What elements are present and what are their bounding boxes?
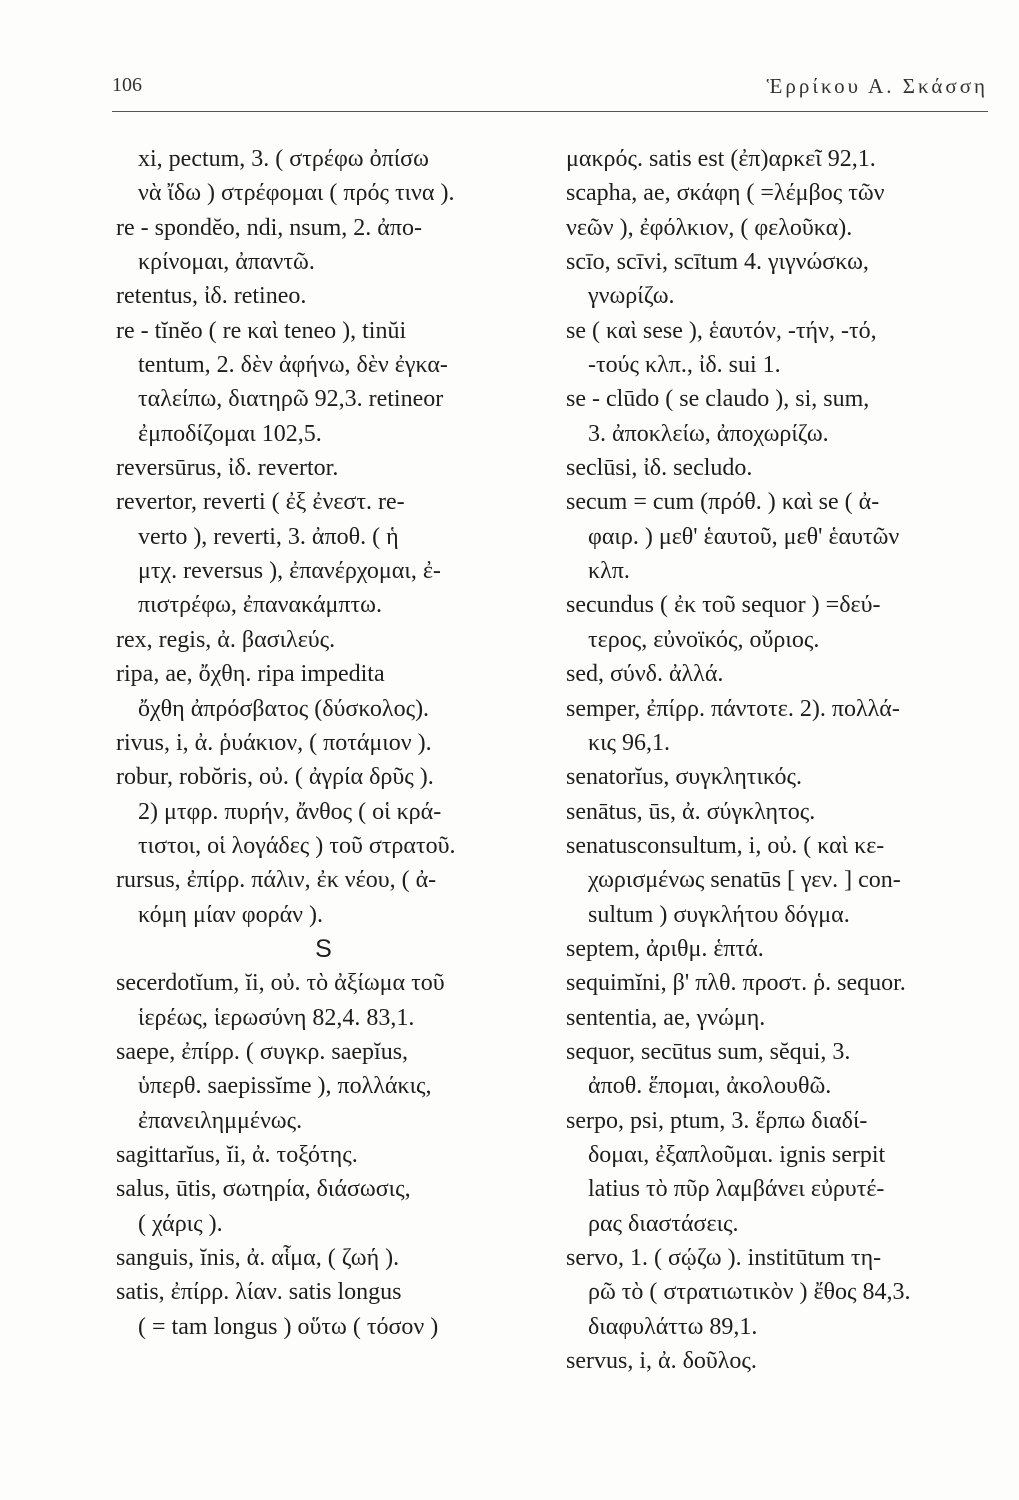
dictionary-line: ( = tam longus ) οὕτω ( τόσον ) <box>138 1313 439 1340</box>
dictionary-line: δομαι, ἐξαπλοῦμαι. ignis serpit <box>588 1141 886 1168</box>
dictionary-line: ταλείπω, διατηρῶ 92,3. retineor <box>138 386 444 413</box>
dictionary-line: rex, regis, ἀ. βασιλεύς. <box>116 626 336 653</box>
section-heading: S <box>315 934 332 963</box>
dictionary-line: retentus, ἰδ. retineo. <box>116 283 307 310</box>
dictionary-line: senātus, ūs, ἀ. σύγκλητος. <box>566 798 816 825</box>
dictionary-line: senatusconsultum, i, οὐ. ( καὶ κε- <box>566 832 885 859</box>
dictionary-line: διαφυλάττω 89,1. <box>588 1313 758 1340</box>
dictionary-line: secerdotĭum, ĭi, οὐ. τὸ ἀξίωμα τοῦ <box>116 970 445 997</box>
dictionary-line: sequor, secūtus sum, sĕqui, 3. <box>566 1038 851 1065</box>
dictionary-line: χωρισμένως senatūs [ γεν. ] con- <box>588 867 901 894</box>
dictionary-line: κις 96,1. <box>588 729 671 756</box>
running-title: Ἑρρίκου Α. Σκάσση <box>766 74 988 98</box>
dictionary-line: γνωρίζω. <box>588 283 675 310</box>
dictionary-line: sanguis, ĭnis, ἀ. αἷμα, ( ζωή ). <box>116 1245 400 1271</box>
dictionary-line: se ( καὶ sese ), ἑαυτόν, -τήν, -τό, <box>566 317 877 344</box>
dictionary-line: rursus, ἐπίρρ. πάλιν, ἐκ νέου, ( ἀ- <box>116 867 437 894</box>
dictionary-line: ὄχθη ἀπρόσβατος (δύσκολος). <box>138 695 430 722</box>
left-column <box>116 142 531 1344</box>
dictionary-line: serpo, psi, ptum, 3. ἕρπω διαδί- <box>566 1107 868 1134</box>
dictionary-line: verto ), reverti, 3. ἀποθ. ( ἡ <box>138 523 399 550</box>
dictionary-line: senatorĭus, συγκλητικός. <box>566 764 802 791</box>
page-number: 106 <box>112 74 142 96</box>
dictionary-line: sed, σύνδ. ἀλλά. <box>566 661 724 688</box>
page-header <box>112 74 988 104</box>
dictionary-line: re - spondĕo, ndi, nsum, 2. ἀπο- <box>116 214 422 241</box>
dictionary-line: ρας διαστάσεις. <box>588 1210 739 1237</box>
dictionary-line: ρῶ τὸ ( στρατιωτικὸν ) ἔθος 84,3. <box>588 1279 911 1306</box>
dictionary-line: νεῶν ), ἐφόλκιον, ( φελοῦκα). <box>566 214 853 241</box>
dictionary-line: ἱερέως, ἱερωσύνη 82,4. 83,1. <box>138 1004 415 1031</box>
dictionary-line: septem, ἀριθμ. ἑπτά. <box>566 935 764 962</box>
dictionary-line: ἐμποδίζομαι 102,5. <box>138 420 322 447</box>
dictionary-line: reversūrus, ἰδ. revertor. <box>116 455 339 482</box>
dictionary-line: ἀποθ. ἕπομαι, ἀκολουθῶ. <box>588 1073 832 1100</box>
dictionary-line: sultum ) συγκλήτου δόγμα. <box>588 901 850 928</box>
dictionary-line: μτχ. reversus ), ἐπανέρχομαι, ἐ- <box>138 558 441 585</box>
dictionary-line: secum = cum (πρόθ. ) καὶ se ( ἀ- <box>566 489 880 516</box>
dictionary-line: rivus, i, ἀ. ῥυάκιον, ( ποτάμιον ). <box>116 729 432 756</box>
dictionary-line: sagittarĭus, ĭi, ἀ. τοξότης. <box>116 1141 358 1168</box>
dictionary-line: servo, 1. ( σῴζω ). institūtum τη- <box>566 1245 882 1271</box>
dictionary-line: salus, ūtis, σωτηρία, διάσωσις, <box>116 1176 411 1203</box>
dictionary-line: ἐπανειλημμένως. <box>138 1107 303 1134</box>
dictionary-line: -τούς κλπ., ἰδ. sui 1. <box>588 352 781 379</box>
dictionary-line: τερος, εὐνοϊκός, οὔριος. <box>588 626 820 653</box>
dictionary-line: saepe, ἐπίρρ. ( συγκρ. saepĭus, <box>116 1038 409 1065</box>
dictionary-line: tentum, 2. δὲν ἀφήνω, δὲν ἐγκα- <box>138 352 448 379</box>
dictionary-line: servus, i, ἀ. δοῦλος. <box>566 1348 757 1375</box>
dictionary-line: seclūsi, ἰδ. secludo. <box>566 455 753 482</box>
dictionary-line: scīo, scīvi, scītum 4. γιγνώσκω, <box>566 249 869 276</box>
dictionary-line: τιστοι, οἱ λογάδες ) τοῦ στρατοῦ. <box>138 832 456 859</box>
dictionary-line: re - tĭnĕo ( re καὶ teneo ), tinŭi <box>116 317 407 344</box>
dictionary-line: κόμη μίαν φοράν ). <box>138 901 323 928</box>
dictionary-line: 2) μτφρ. πυρήν, ἄνθος ( οἱ κρά- <box>138 798 442 825</box>
dictionary-line: πιστρέφω, ἐπανακάμπτω. <box>138 592 382 619</box>
dictionary-line: scapha, ae, σκάφη ( =λέμβος τῶν <box>566 180 885 207</box>
dictionary-line: ὑπερθ. saepissĭme ), πολλάκις, <box>138 1073 432 1100</box>
dictionary-line: latius τὸ πῦρ λαμβάνει εὐρυτέ- <box>588 1176 885 1203</box>
dictionary-line: secundus ( ἐκ τοῦ sequor ) =δεύ- <box>566 592 881 619</box>
dictionary-line: ( χάρις ). <box>138 1210 223 1237</box>
dictionary-line: κρίνομαι, ἀπαντῶ. <box>138 249 315 276</box>
dictionary-line: μακρός. satis est (ἐπ)αρκεῖ 92,1. <box>566 146 876 172</box>
dictionary-line: νὰ ἴδω ) στρέφομαι ( πρός τινα ). <box>138 180 455 207</box>
dictionary-line: φαιρ. ) μεθ' ἑαυτοῦ, μεθ' ἑαυτῶν <box>588 523 900 550</box>
dictionary-line: xi, pectum, 3. ( στρέφω ὀπίσω <box>138 146 429 172</box>
dictionary-line: ripa, ae, ὄχθη. ripa impedita <box>116 661 385 688</box>
dictionary-line: sententia, ae, γνώμη. <box>566 1004 766 1031</box>
right-column <box>566 142 991 1378</box>
dictionary-line: 3. ἀποκλείω, ἀποχωρίζω. <box>588 420 829 447</box>
header-rule <box>112 111 988 112</box>
dictionary-line: κλπ. <box>588 558 630 585</box>
dictionary-line: satis, ἐπίρρ. λίαν. satis longus <box>116 1279 402 1306</box>
dictionary-line: revertor, reverti ( ἐξ ἐνεστ. re- <box>116 489 405 516</box>
dictionary-line: sequimĭni, β' πλθ. προστ. ῥ. sequor. <box>566 970 906 997</box>
dictionary-line: se - clūdo ( se claudo ), si, sum, <box>566 386 870 413</box>
dictionary-line: semper, ἐπίρρ. πάντοτε. 2). πολλά- <box>566 695 900 722</box>
dictionary-line: robur, robŏris, οὐ. ( ἀγρία δρῦς ). <box>116 764 434 791</box>
